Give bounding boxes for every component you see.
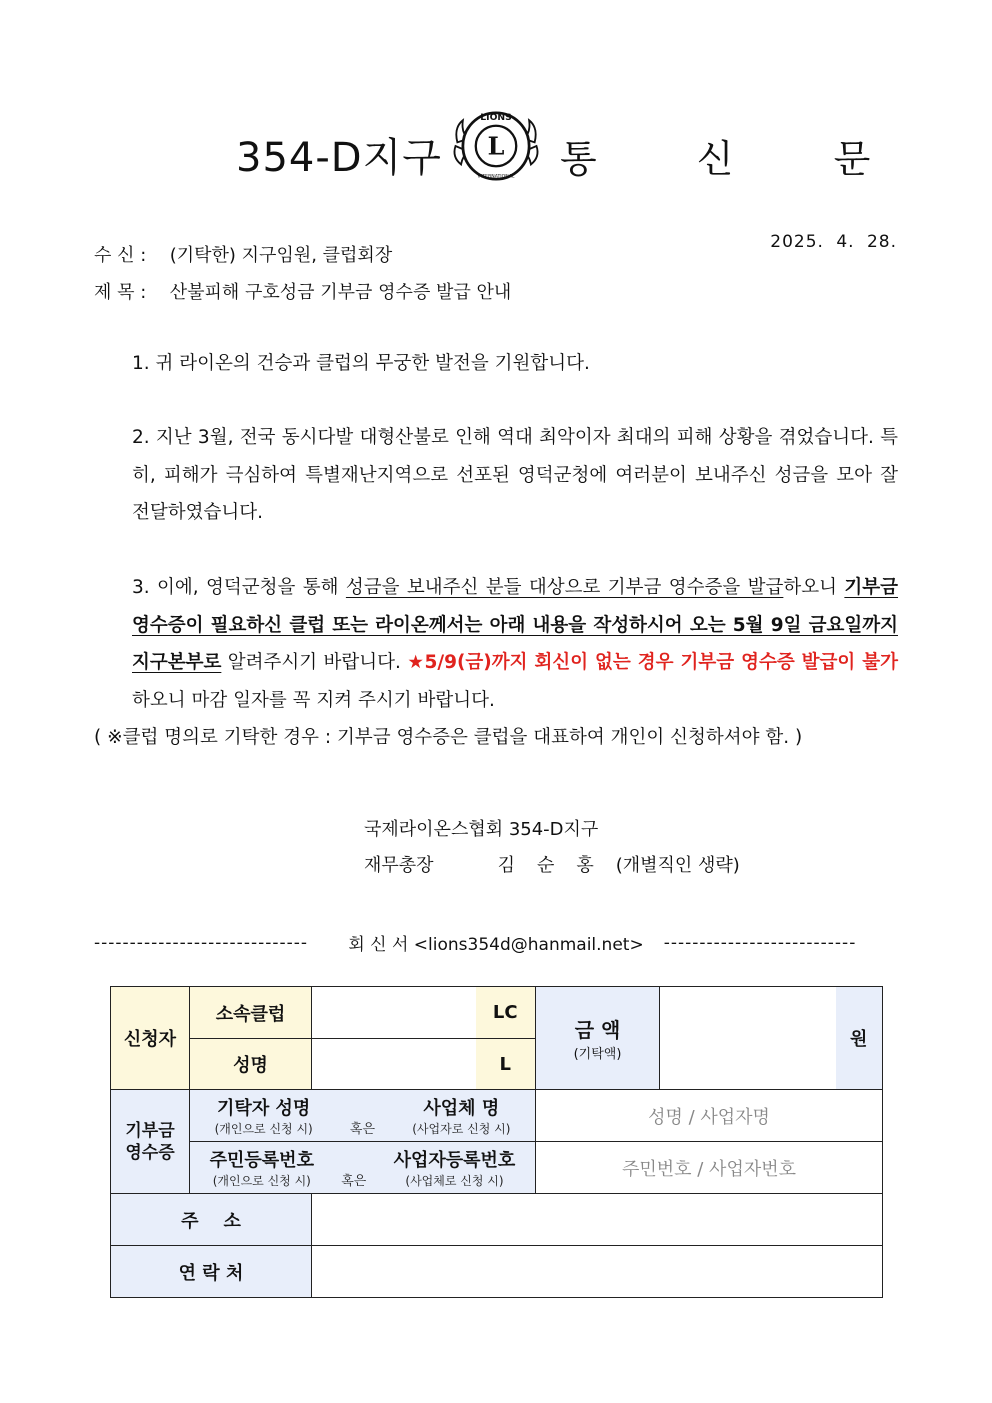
document-title: 통 신 문 [560,137,915,181]
biz-name-sub: (사업자로 신청 시) [412,1122,511,1136]
biz-no-title: 사업자등록번호 [393,1150,516,1171]
receipt-title-2: 영수증 [125,1142,175,1163]
amount-label: 금 액 [574,1018,621,1042]
contact-label: 연 락 처 [111,1246,312,1298]
biz-no-sub: (사업체로 신청 시) [405,1174,504,1188]
name-label: 성명 [190,1039,312,1090]
paragraph-3 [94,569,898,757]
p3-closing: 하오니 마감 일자를 꼭 지켜 주시기 바랍니다. [132,689,495,711]
signature-org: 국제라이온스협회 354-D지구 [364,819,599,840]
document-date: 2025. 4. 28. [770,232,897,252]
receipt-title-1: 기부금 [125,1120,175,1141]
p3-warning: ★5/9(금)까지 회신이 없는 경우 기부금 영수증 발급이 불가 [407,652,899,673]
donor-name-title: 기탁자 성명 [217,1098,311,1119]
applicant-label: 신청자 [111,987,190,1090]
lions-logo-icon [450,100,542,192]
reply-form [110,986,883,1298]
signature-name: 김순홍 [497,855,616,876]
resident-no-sub: (개인으로 신청 시) [212,1174,311,1188]
signature-role: 재무총장 [364,855,434,876]
p3-intro: 3. 이에, 영덕군청을 통해 [132,577,346,598]
amount-input[interactable] [660,987,836,1090]
paragraph-2-text: 2. 지난 3월, 전국 동시다발 대형산불로 인해 역대 최악이자 최대의 피해 상황을 겪었습니다. 특히, 피해가 극심하여 특별재난지역으로 선포된 영덕군청에 여러분이 보내주신 성금을 모아 잘 전달하였습니다. [132,427,898,523]
name-suffix: L [476,1039,536,1090]
donor-name-sub: (개인으로 신청 시) [214,1122,313,1136]
svg-text:L: L [487,132,505,161]
signature-note: (개별직인 생략) [615,855,740,876]
amount-label-cell [536,987,660,1090]
or-text-2: 혹은 [341,1174,367,1189]
letterhead [0,100,992,200]
biz-name-title: 사업체 명 [423,1098,500,1119]
resident-no-title: 주민등록번호 [209,1150,314,1171]
or-text-1: 혹은 [349,1122,376,1137]
district-title: 354-D지구 [236,135,442,181]
recipient-value: (기탁한) 지구임원, 클럽회장 [169,245,393,266]
paragraph-3-note: ( ※클럽 명의로 기탁한 경우 : 기부금 영수증은 클럽을 대표하여 개인이 신청하셔야 함. ) [94,727,803,748]
club-suffix: LC [476,987,536,1039]
subject-label: 제 목 : [94,282,147,303]
paragraph-1 [94,345,898,383]
address-input[interactable] [312,1194,883,1246]
paragraph-2 [94,419,898,532]
p3-connector: 하오니 [783,577,845,598]
subject-line [94,278,511,304]
p3-request: 알려주시기 바랍니다. [221,652,408,673]
donor-name-label [190,1090,536,1142]
amount-sub: (기탁액) [573,1047,622,1062]
club-label: 소속클럽 [190,987,312,1039]
id-number-label [190,1142,536,1194]
reply-label[interactable]: 회 신 서 <lions354d@hanmail.net> [348,935,644,955]
paragraph-1-text: 1. 귀 라이온의 건승과 클럽의 무궁한 발전을 기원합니다. [132,353,590,374]
svg-text:INTERNATIONAL: INTERNATIONAL [477,174,515,180]
subject-value: 산불피해 구호성금 기부금 영수증 발급 안내 [169,282,512,303]
reply-dashes-right: --------------------------- [663,932,857,953]
recipient-label: 수 신 : [94,245,147,266]
amount-unit: 원 [836,987,883,1090]
reply-dashes-left: ------------------------------ [94,932,309,953]
address-label: 주 소 [111,1194,312,1246]
club-input[interactable] [312,987,476,1039]
name-or-biz-input[interactable]: 성명 / 사업자명 [536,1090,883,1142]
receipt-info-label [111,1090,190,1194]
signature-line [364,851,740,877]
recipient-line [94,241,392,267]
contact-input[interactable] [312,1246,883,1298]
svg-text:LIONS: LIONS [480,112,512,124]
reply-divider [94,930,898,955]
paragraph-3-body [94,569,898,719]
name-input[interactable] [312,1039,476,1090]
p3-underline: 성금을 보내주신 분들 대상으로 기부금 영수증을 발급 [345,577,784,598]
id-number-input[interactable]: 주민번호 / 사업자번호 [536,1142,883,1194]
p3-emphasis: 기부금 영수증이 필요하신 클럽 또는 라이온께서는 아래 내용을 작성하시어 오는 5월 9일 금요일까지 지구본부로 [132,577,898,673]
